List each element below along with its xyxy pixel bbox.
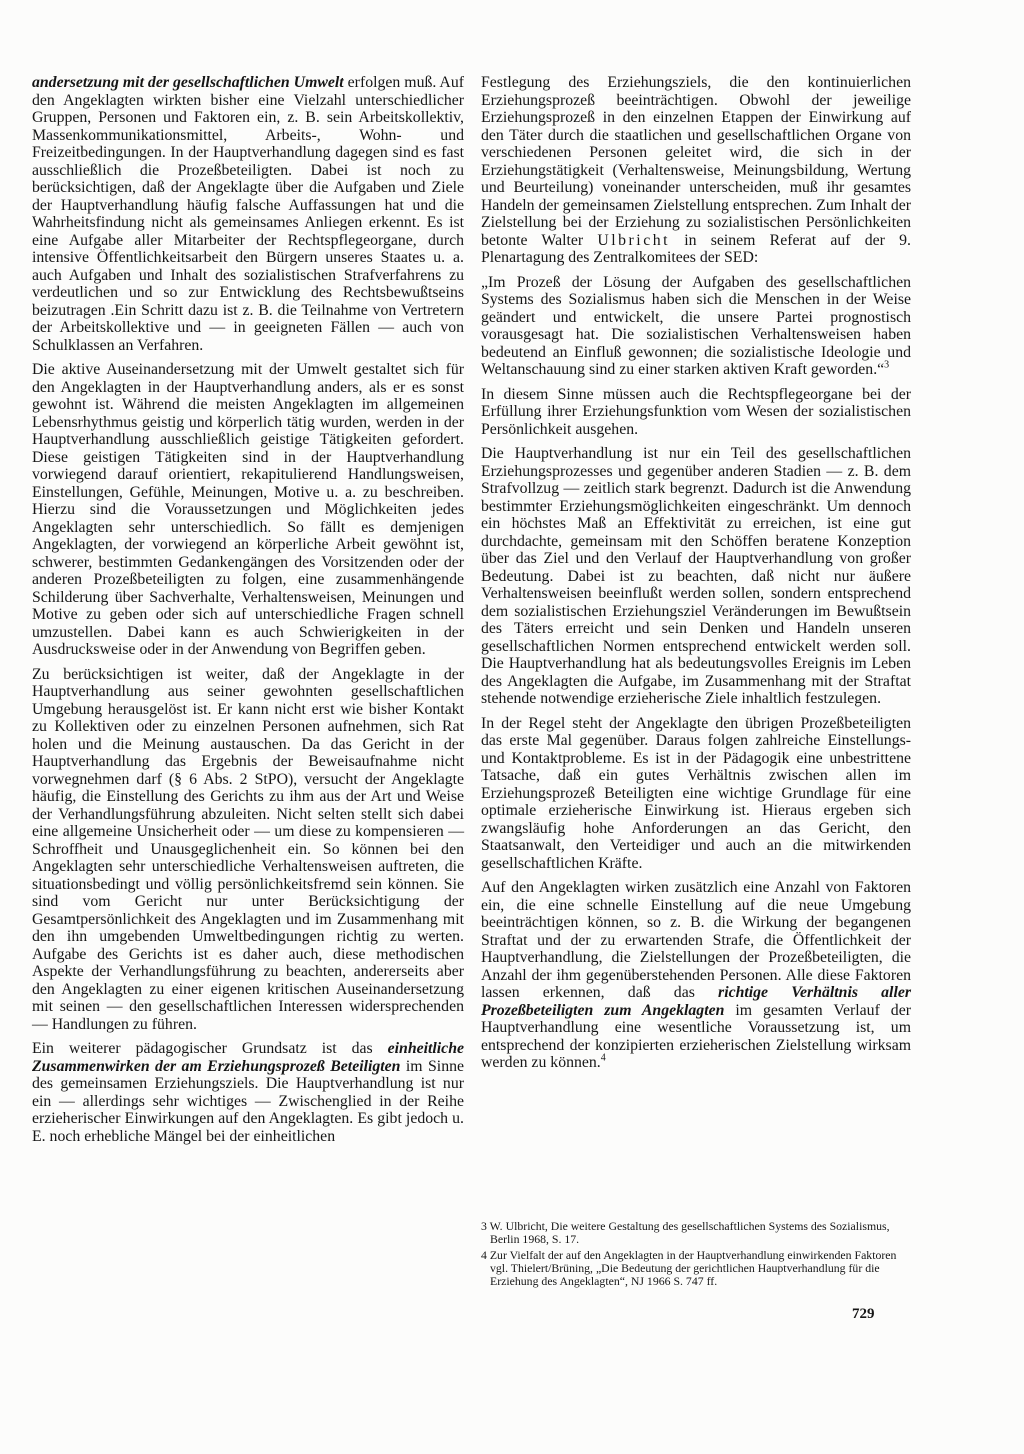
emphasis: einheitliche Zusammenwirken der am Erziehungsprozeß Beteiligten [32, 1040, 464, 1075]
paragraph-text: Festlegung des Erziehungsziels, die den kontinuierlichen Erziehungsprozeß beeinträchtigen. Obwohl der jeweilige Erziehungsprozeß in den einzelnen Etappen der Einwirkung auf den Täter durch die staatlichen und gesellschaftlichen Organe von verschiedenen Personen geleitet wird, die sich in der Erziehungstätigkeit (Verhaltensweise, Meinungsbildung, Wertung und Beurteilung) voneinander unterscheiden, muß ihr gesamtes Handeln der gemeinsamen Zielstellung entsprechen. Zum Inhalt der Zielstellung bei der Erziehung zu sozialistischen Persönlichkeiten betonte Walter [481, 74, 911, 249]
quote-text: „Im Prozeß der Lösung der Aufgaben des gesellschaftlichen Systems des Sozialismus haben sich die Menschen in der Weise geändert und entwickelt, die unsere Partei prognostisch vorausgesagt hat. Die sozialistischen Verhaltensweisen haben bedeutend an Einfluß gewonnen; die sozialistische Ideologie und Weltanschauung sind zu einer starken aktiven Kraft geworden.“ [481, 273, 911, 378]
paragraph [481, 386, 911, 439]
page-number: 729 [852, 1306, 875, 1322]
emphasis: andersetzung mit der gesellschaftlichen Umwelt [32, 74, 344, 91]
paragraph [481, 879, 911, 1072]
footnote: 3 W. Ulbricht, Die weitere Gestaltung des gesellschaftlichen Systems des Sozialismus, Berlin 1968, S. 17. [481, 1219, 890, 1247]
right-column [481, 74, 911, 1079]
footnote-ref: 3 [884, 359, 890, 371]
paragraph [32, 1040, 464, 1145]
paragraph-text: Die Hauptverhandlung ist nur ein Teil des gesellschaftlichen Erziehungsprozesses und gegenüber anderen Stadien — z. B. dem Strafvollzug — zeitlich stark begrenzt. Dadurch ist die Anwendung bestimmter Erziehungsmöglichkeiten eingeschränkt. Um dennoch ein höchstes Maß an Effektivität zu erreichen, ist eine gut durchdachte, gemeinsam mit den Schöffen beratene Konzeption über das Ziel und den Verlauf der Hauptverhandlung von großer Bedeutung. Dabei ist zu beachten, daß nicht nur äußere Verhaltensweisen beeinflußt werden sollen, sondern entsprechend dem sozialistischen Erziehungsziel Veränderungen im Bewußtsein des Täters erreicht und sein Denken und Handeln unseren gesellschaftlichen Normen entsprechend entwickelt werden soll. Die Hauptverhandlung hat als bedeutungsvolles Ereignis im Leben des Angeklagten die Aufgabe, im Zusammenhang mit der Straftat stehende notwendige erzieherische Ziele inhaltlich festzulegen. [481, 445, 911, 707]
footnote-ref: 4 [600, 1052, 606, 1064]
paragraph-text: in seinem Referat auf der 9. Plenartagung des Zentralkomitees der SED: [481, 231, 911, 266]
paragraph-text: Zu berücksichtigen ist weiter, daß der Angeklagte in der Hauptverhandlung aus seiner gewohnten gesellschaftlichen Umgebung herausgelöst ist. Er kann nicht erst wie bisher Kontakt zu Kollektiven oder zu einzelnen Personen aufnehmen, sich Rat holen und die Meinung austauschen. Da das Gericht in der Hauptverhandlung das Ergebnis der Beweisaufnahme nicht vorwegnehmen darf (§ 6 Abs. 2 StPO), versucht der Angeklagte häufig, die Einstellung des Gerichts zu ihm aus der Art und Weise der Verhandlungsführung abzuleiten. Nicht selten stellt sich dabei eine allgemeine Unsicherheit oder — um diese zu kompensieren — Schroffheit und Unausgeglichenheit ein. So können bei den Angeklagten sehr unterschiedliche Verhaltensweisen auftreten, die situationsbedingt und völlig persönlichkeitsfremd sein können. Sie sind vom Gericht nur unter Berücksichtigung der Gesamtpersönlichkeit des Angeklagten und im Zusammenhang mit den ihn umgebenden Umweltbedingungen richtig zu werten. Aufgabe des Gerichts ist es daher auch, diese methodischen Aspekte der Verhandlungsführung zu beachten, andererseits aber den Angeklagten zu einer eigenen kritischen Auseinandersetzung mit seinen — den gesellschaftlichen Interessen widersprechenden — Handlungen zu führen. [32, 665, 464, 1033]
paragraph-text: Die aktive Auseinandersetzung mit der Umwelt gestaltet sich für den Angeklagten in der Hauptverhandlung anders, als er es sonst gewohnt ist. Während die meisten Angeklagten im allgemeinen Lebensrhythmus geistig und körperlich tätig wurden, werden in der Hauptverhandlung ausschließlich geistige Tätigkeiten gefordert. Diese geistigen Tätigkeiten sind in der Hauptverhandlung vorwiegend darauf orientiert, rekapitulierend Handlungsweisen, Einstellungen, Gefühle, Meinungen, Motive u. a. zu beschreiben. Hierzu sind die Voraussetzungen und Möglichkeiten jedes Angeklagten sehr unterschiedlich. So fällt es demjenigen Angeklagten, der vorwiegend an körperliche Arbeit gewöhnt ist, schwerer, bestimmten Gedankengängen des Vorsitzenden oder der anderen Prozeßbeteiligten zu folgen, eine zusammenhängende Schilderung über Sachverhalte, Verhaltensweisen, Meinungen und Motive zu geben oder sich auf unterschiedliche Fragen schnell umzustellen. Dabei kann es auch Schwierigkeiten in der Ausdrucksweise oder in der Anwendung von Begriffen geben. [32, 361, 464, 658]
block-quote [481, 274, 911, 379]
paragraph-text: In diesem Sinne müssen auch die Rechtspflegeorgane bei der Erfüllung ihrer Erziehungsfunktion vom Wesen der sozialistischen Persönlichkeit ausgehen. [481, 385, 911, 438]
paragraph [481, 74, 911, 267]
paragraph [32, 666, 464, 1034]
paragraph-text: Ein weiterer pädagogischer Grundsatz ist das [32, 1040, 388, 1057]
footnote: 4 Zur Vielfalt der auf den Angeklagten in der Hauptverhandlung einwirkenden Faktoren vgl. Thielert/Brüning, „Die Bedeutung der gerichtlichen Hauptverhandlung für die Erziehung des Angeklagten“, NJ 1966 S. 747 ff. [481, 1247, 897, 1289]
paragraph-text: erfolgen muß. Auf den Angeklagten wirkten bisher eine Vielzahl unterschiedlicher Gruppen, Personen und Faktoren ein, z. B. sein Arbeitskollektiv, Massenkommunikationsmittel, Arbeits-, Wohn- und Freizeitbedingungen. In der Hauptverhandlung dagegen sind es fast ausschließlich die Prozeßbeteiligten. Dabei ist noch zu berücksichtigen, daß der Angeklagte über die Aufgaben und Ziele der Hauptverhandlung häufig falsche Auffassungen hat und die Wahrheitsfindung nicht als gemeinsames Anliegen erkennt. Es ist eine Aufgabe aller Mitarbeiter der Rechtspflegeorgane, durch intensive Öffentlichkeitsarbeit den Bürgern unseres Staates u. a. auch Aufgaben und Inhalt des sozialistischen Strafverfahrens zu verdeutlichen und so zur Entwicklung des Rechtsbewußtseins beizutragen .Ein Schritt dazu ist z. B. die Teilnahme von Vertretern der Arbeitskollektive und — in geeigneten Fällen — auch von Schulklassen an Verfahren. [32, 74, 464, 354]
emphasis: richtige Verhältnis aller Prozeßbeteiligten zum Angeklagten [481, 984, 911, 1019]
paragraph [481, 715, 911, 873]
footnotes [481, 1220, 911, 1290]
author-name: Ulbricht [597, 231, 670, 249]
paragraph [481, 445, 911, 708]
paragraph-text: im Sinne des gemeinsamen Erziehungsziels. Die Hauptverhandlung ist nur ein — allerdings sehr wichtiges — Zwischenglied in der Reihe erzieherischer Einwirkungen auf den Angeklagten. Es gibt jedoch u. E. noch erhebliche Mängel bei der einheitlichen [32, 1057, 465, 1145]
paragraph [32, 361, 464, 659]
paragraph [32, 74, 464, 354]
paragraph-text: Auf den Angeklagten wirken zusätzlich eine Anzahl von Faktoren ein, die eine schnelle Einstellung auf die neue Umgebung beeinträchtigen können, so z. B. die Wirkung der begangenen Straftat und der zu erwartenden Strafe, die Öffentlichkeit der Hauptverhandlung, die Zielstellungen der Prozeßbeteiligten, die Anzahl der ihm gegenüberstehenden Personen. Alle diese Faktoren lassen erkennen, daß das [481, 879, 911, 1001]
paragraph-text: In der Regel steht der Angeklagte den übrigen Prozeßbeteiligten das erste Mal gegenüber. Daraus folgen zahlreiche Einstellungs- und Kontaktprobleme. Es ist in der Pädagogik eine unbestrittene Tatsache, daß ein gutes Verhältnis zwischen allen im Erziehungsprozeß Beteiligten eine wichtige Grundlage für eine optimale erzieherische Einwirkung ist. Hieraus ergeben sich zwangsläufig hohe Anforderungen an das Gericht, den Staatsanwalt, den Verteidiger und auch an die mitwirkenden gesellschaftlichen Kräfte. [481, 714, 911, 872]
left-column [32, 74, 464, 1152]
paragraph-text: im gesamten Verlauf der Hauptverhandlung eine wesentliche Voraussetzung ist, um entsprechend der konzipierten erzieherischen Zielstellung wirksam werden zu können. [481, 1001, 911, 1071]
